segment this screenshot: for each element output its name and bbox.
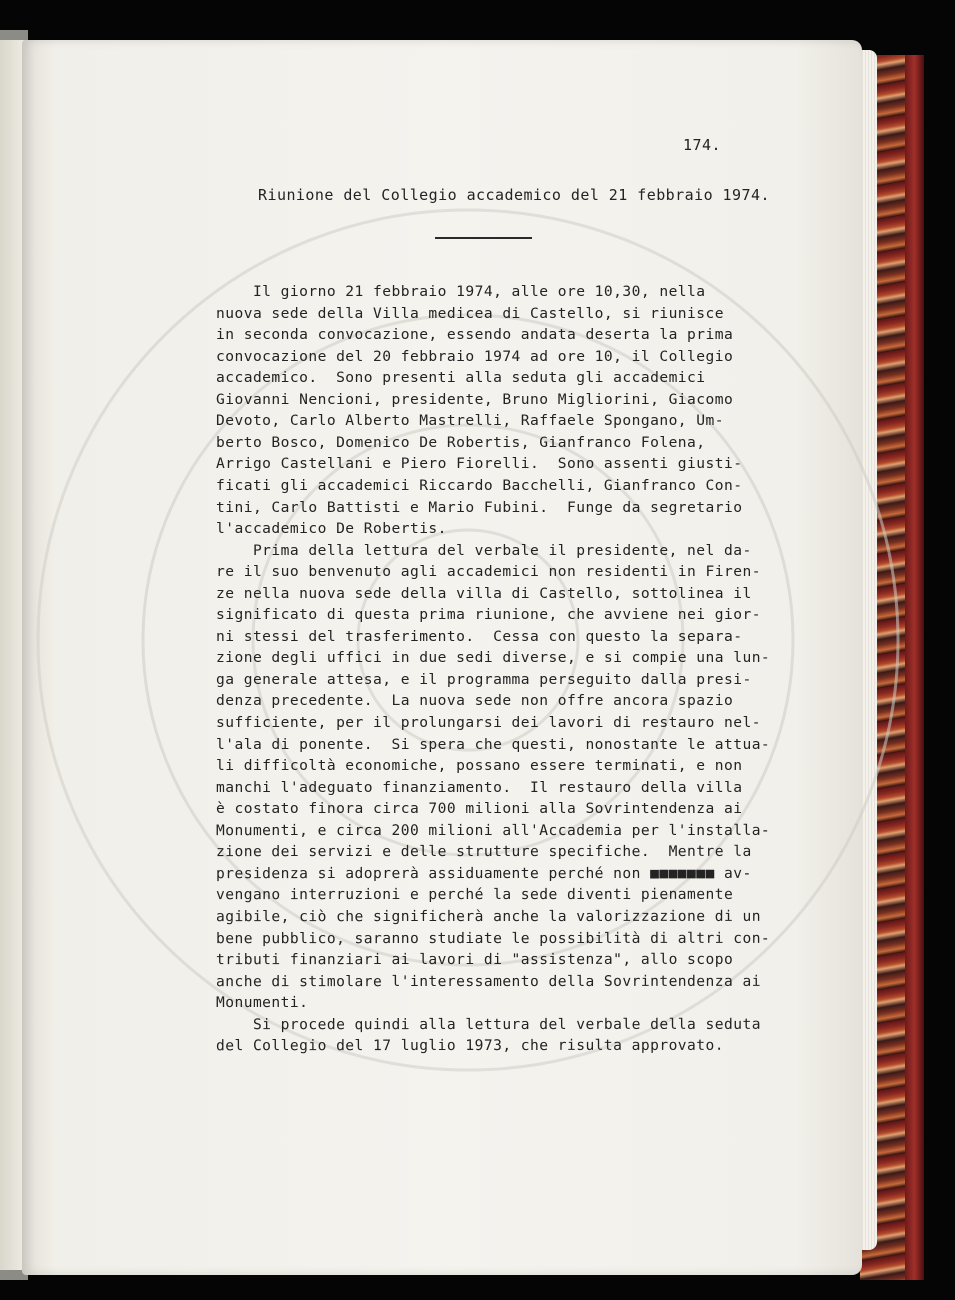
body-line: in seconda convocazione, essendo andata deserta la prima: [216, 326, 734, 344]
body-line: ficati gli accademici Riccardo Bacchelli, Gianfranco Con-: [216, 476, 743, 494]
body-line: agibile, ciò che significherà anche la valorizzazione di un: [215, 907, 761, 926]
page-number: 174.: [683, 136, 721, 154]
body-line: Monumenti, e circa 200 milioni all'Accademia per l'installa-: [215, 821, 771, 839]
body-line: Devoto, Carlo Alberto Mastrelli, Raffaele Spongano, Um-: [216, 412, 724, 430]
body-line: ga generale attesa, e il programma perseguito dalla presi-: [216, 670, 752, 688]
body-line: l'accademico De Robertis.: [216, 520, 447, 538]
body-line: del Collegio del 17 luglio 1973, che risulta approvato.: [215, 1037, 725, 1055]
body-line: Si procede quindi alla lettura del verbale della seduta: [215, 1015, 761, 1033]
body-line: sufficiente, per il prolungarsi dei lavori di restauro nel-: [216, 714, 761, 731]
body-line: zione degli uffici in due sedi diverse, e si compie una lun-: [216, 649, 771, 667]
body-line: Monumenti.: [215, 994, 309, 1012]
body-line: accademico. Sono presenti alla seduta gli accademici: [216, 369, 706, 387]
body-line: l'ala di ponente. Si spera che questi, nonostante le attua-: [215, 735, 771, 753]
body-line: è costato finora circa 700 milioni alla Sovrintendenza ai: [215, 800, 743, 818]
body-line: anche di stimolare l'interessamento della Sovrintendenza ai: [215, 972, 761, 990]
body-line: manchi l'adeguato finanziamento. Il restauro della villa: [215, 778, 743, 796]
body-line: Arrigo Castellani e Piero Fiorelli. Sono assenti giusti-: [216, 455, 743, 473]
body-line: Giovanni Nencioni, presidente, Bruno Migliorini, Giacomo: [216, 390, 734, 408]
body-line: Prima della lettura del verbale il presidente, nel da-: [216, 541, 752, 559]
body-line: denza precedente. La nuova sede non offre ancora spazio: [216, 692, 734, 710]
body-line: tributi finanziari ai lavori di "assistenza", allo scopo: [215, 950, 734, 969]
title-underline: [435, 237, 532, 239]
body-line: Il giorno 21 febbraio 1974, alle ore 10,30, nella: [216, 283, 706, 300]
body-line: significato di questa prima riunione, che avviene nei gior-: [216, 606, 761, 624]
body-line: zione dei servizi e delle strutture specifiche. Mentre la: [215, 843, 752, 861]
cover-spine-edge: [905, 55, 924, 1280]
body-line: ze nella nuova sede della villa di Castello, sottolinea il: [216, 584, 752, 602]
body-line: bene pubblico, saranno studiate le possibilità di altri con-: [215, 929, 771, 947]
body-line: convocazione del 20 febbraio 1974 ad ore 10, il Collegio: [216, 347, 734, 365]
body-line: vengano interruzioni e perché la sede diventi pienamente: [215, 886, 734, 904]
page-title: Riunione del Collegio accademico del 21 febbraio 1974.: [258, 186, 770, 204]
body-line: li difficoltà economiche, possano essere terminati, e non: [215, 757, 743, 775]
body-line: tini, Carlo Battisti e Mario Fubini. Funge da segretario: [216, 498, 743, 516]
body-line: re il suo benvenuto agli accademici non residenti in Firen-: [216, 563, 761, 581]
body-line: ni stessi del trasferimento. Cessa con questo la separa-: [216, 627, 743, 645]
body-line: nuova sede della Villa medicea di Castello, si riunisce: [216, 304, 724, 322]
body-line: berto Bosco, Domenico De Robertis, Gianfranco Folena,: [216, 433, 706, 451]
body-line: presidenza si adoprerà assiduamente perché non ■■■■■■■ av-: [215, 864, 752, 882]
